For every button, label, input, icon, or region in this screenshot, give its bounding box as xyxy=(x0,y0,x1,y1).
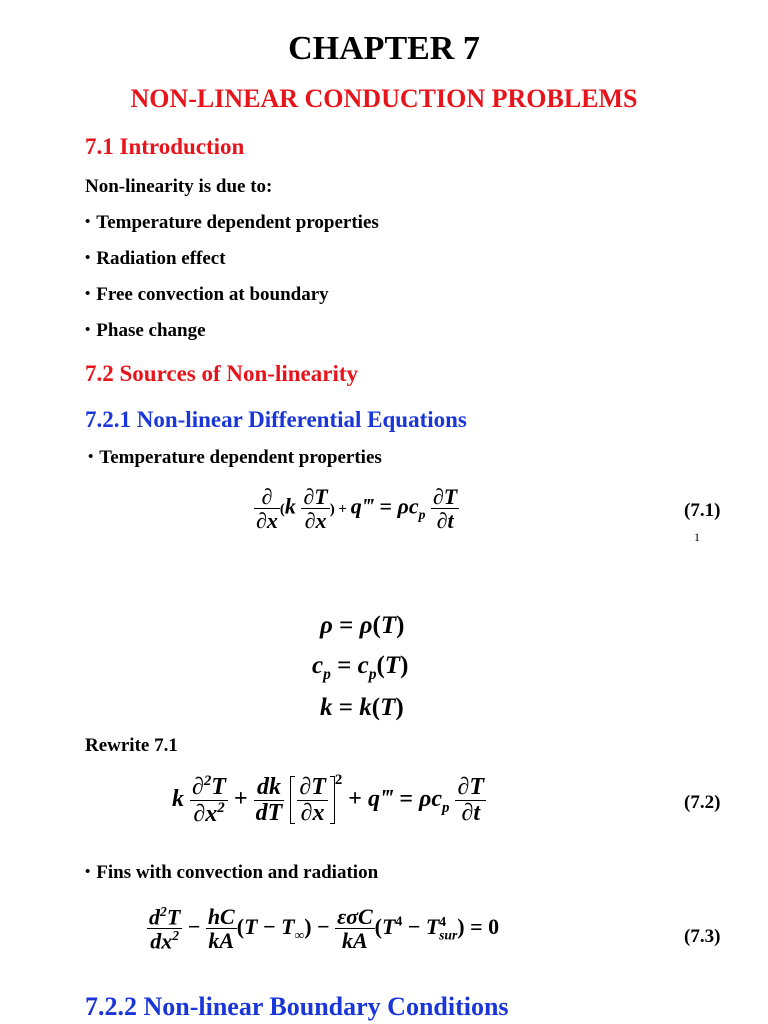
equation-7-3: $\frac{d^2T}{dx^2}$ − $\frac{hC}{kA}$ $(T - T_\infty)$ − $\frac{\text{εσC}}{kA}$ $(T^4 - T^4_{sur}) = 0$ xyxy=(149,904,500,954)
section-7-1-heading: 7.1 Introduction xyxy=(85,134,245,159)
chapter-title: CHAPTER 7 xyxy=(288,30,480,67)
intro-bullet-1: • Temperature dependent properties xyxy=(85,212,379,234)
section-7-2-1-heading: 7.2.1 Non-linear Differential Equations xyxy=(85,407,467,432)
chapter-subtitle: NON-LINEAR CONDUCTION PROBLEMS xyxy=(130,84,638,113)
tdp-bullet: • Temperature dependent properties xyxy=(88,447,382,469)
section-7-2-2-heading: 7.2.2 Non-linear Boundary Conditions xyxy=(85,992,509,1021)
fins-bullet: • Fins with convection and radiation xyxy=(85,862,378,884)
rewrite-label: Rewrite 7.1 xyxy=(85,735,178,756)
equation-7-3-number: (7.3) xyxy=(684,926,721,947)
intro-bullet-4: • Phase change xyxy=(85,320,206,342)
intro-bullet-3: • Free convection at boundary xyxy=(85,284,329,306)
conductivity-relation: k = k(T) xyxy=(320,694,404,721)
intro-lead: Non-linearity is due to: xyxy=(85,176,273,197)
equation-7-1: $\frac{\partial}{\partial x}$ (k $\frac{\partial T}{\partial x}$ ) + q‴ = $\rho c_p$ $\frac{\partial T}{\partial t}$ xyxy=(256,484,458,534)
intro-bullet-2: • Radiation effect xyxy=(85,248,226,270)
equation-7-2: k $\frac{\partial^2T}{\partial x^2}$ + $\frac{dk}{dT}$ $\frac{\partial T}{\partial x}$ $^2$ + q‴ = $\rho c_p$ $\frac{\partial T}{\partial t}$ xyxy=(172,772,484,827)
equation-7-2-number: (7.2) xyxy=(684,792,721,813)
density-relation: ρ = ρ(T) xyxy=(320,612,405,639)
footnote-marker: 1 xyxy=(694,530,700,544)
equation-7-1-number: (7.1) xyxy=(684,500,721,521)
specific-heat-relation: $c_p = c_p(T)$ xyxy=(312,652,409,683)
section-7-2-heading: 7.2 Sources of Non-linearity xyxy=(85,361,359,386)
